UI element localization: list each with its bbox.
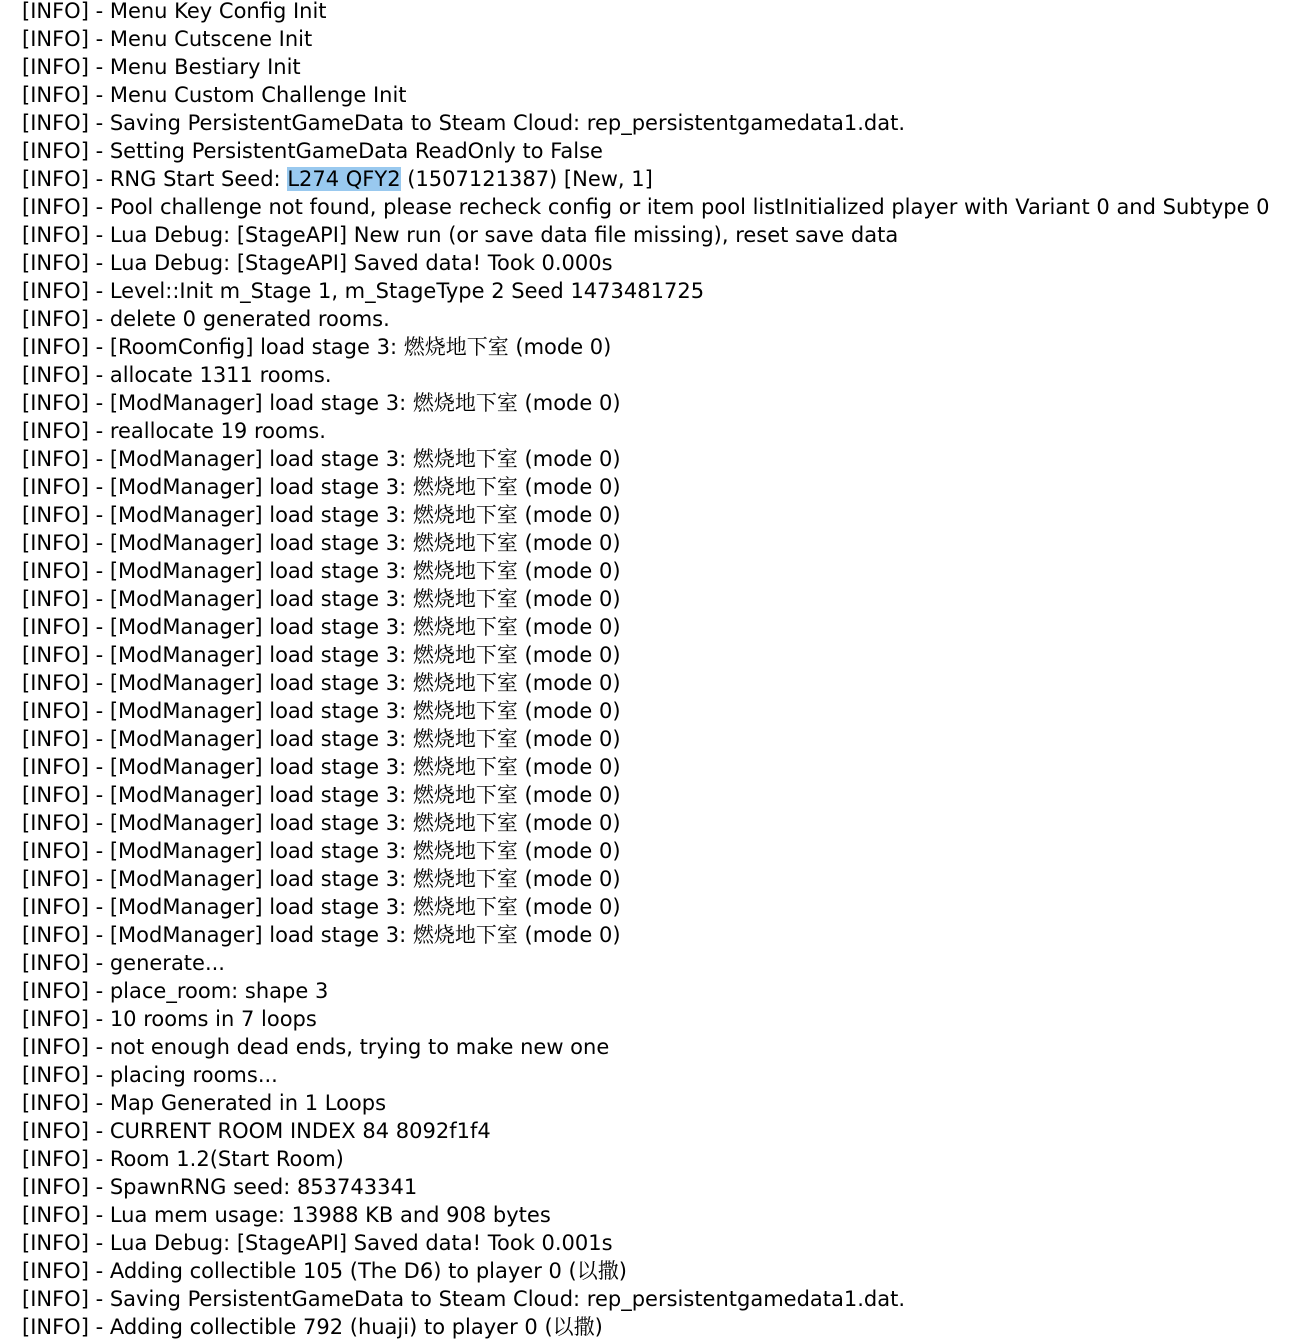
log-lines	[22, 0, 1270, 1341]
log-line[interactable]	[22, 529, 1270, 557]
log-line[interactable]	[22, 921, 1270, 949]
log-line[interactable]	[22, 613, 1270, 641]
log-line-text: [INFO] - SpawnRNG seed: 853743341	[22, 1175, 418, 1199]
log-line-text: [INFO] - place_room: shape 3	[22, 979, 329, 1003]
log-line-text: [INFO] - CURRENT ROOM INDEX 84 8092f1f4	[22, 1119, 491, 1143]
log-line-text: [INFO] - Setting PersistentGameData ReadOnly to False	[22, 139, 603, 163]
log-line[interactable]	[22, 1313, 1270, 1341]
log-line[interactable]	[22, 1285, 1270, 1313]
log-line-text: [INFO] - [ModManager] load stage 3: 燃烧地下室 (mode 0)	[22, 447, 621, 471]
log-line[interactable]	[22, 669, 1270, 697]
log-line[interactable]	[22, 221, 1270, 249]
selected-text[interactable]: L274 QFY2	[287, 167, 401, 191]
log-line-text: [INFO] - [ModManager] load stage 3: 燃烧地下室 (mode 0)	[22, 475, 621, 499]
log-line-text: [INFO] - placing rooms...	[22, 1063, 278, 1087]
log-line[interactable]	[22, 165, 1270, 193]
log-line-text: [INFO] - [ModManager] load stage 3: 燃烧地下室 (mode 0)	[22, 783, 621, 807]
log-line[interactable]	[22, 1257, 1270, 1285]
log-line-text: [INFO] - [ModManager] load stage 3: 燃烧地下室 (mode 0)	[22, 923, 621, 947]
log-line[interactable]	[22, 837, 1270, 865]
log-line[interactable]	[22, 1117, 1270, 1145]
log-line-text: [INFO] - [ModManager] load stage 3: 燃烧地下室 (mode 0)	[22, 643, 621, 667]
log-line-text: [INFO] - [ModManager] load stage 3: 燃烧地下室 (mode 0)	[22, 503, 621, 527]
log-line[interactable]	[22, 193, 1270, 221]
log-line-text: [INFO] - [ModManager] load stage 3: 燃烧地下室 (mode 0)	[22, 755, 621, 779]
log-line[interactable]	[22, 361, 1270, 389]
log-line[interactable]	[22, 557, 1270, 585]
log-line[interactable]	[22, 753, 1270, 781]
log-line-text: [INFO] - Lua mem usage: 13988 KB and 908 bytes	[22, 1203, 551, 1227]
log-line[interactable]	[22, 865, 1270, 893]
log-line-text: [INFO] - [ModManager] load stage 3: 燃烧地下室 (mode 0)	[22, 391, 621, 415]
log-line-text: [INFO] - generate...	[22, 951, 225, 975]
log-line-text: [INFO] - Saving PersistentGameData to Steam Cloud: rep_persistentgamedata1.dat.	[22, 1287, 906, 1311]
log-line[interactable]	[22, 81, 1270, 109]
log-line-text: [INFO] - Adding collectible 105 (The D6) to player 0 (以撒)	[22, 1259, 627, 1283]
log-line-text: [INFO] - [ModManager] load stage 3: 燃烧地下室 (mode 0)	[22, 531, 621, 555]
log-line-text: [INFO] - [ModManager] load stage 3: 燃烧地下室 (mode 0)	[22, 867, 621, 891]
log-line-text: [INFO] - not enough dead ends, trying to make new one	[22, 1035, 610, 1059]
log-line[interactable]	[22, 725, 1270, 753]
log-line[interactable]	[22, 585, 1270, 613]
log-line[interactable]	[22, 1201, 1270, 1229]
log-line[interactable]	[22, 1229, 1270, 1257]
log-line[interactable]	[22, 501, 1270, 529]
log-line-text: [INFO] - delete 0 generated rooms.	[22, 307, 390, 331]
log-line[interactable]	[22, 641, 1270, 669]
log-line[interactable]	[22, 1145, 1270, 1173]
log-line[interactable]	[22, 697, 1270, 725]
log-line-text: [INFO] - [ModManager] load stage 3: 燃烧地下室 (mode 0)	[22, 699, 621, 723]
log-line-text: [INFO] - [ModManager] load stage 3: 燃烧地下室 (mode 0)	[22, 811, 621, 835]
log-line-text: [INFO] - Lua Debug: [StageAPI] New run (or save data file missing), reset save data	[22, 223, 899, 247]
log-line[interactable]	[22, 249, 1270, 277]
log-line[interactable]	[22, 1061, 1270, 1089]
log-line[interactable]	[22, 53, 1270, 81]
log-line-text: [INFO] - Adding collectible 792 (huaji) to player 0 (以撒)	[22, 1315, 603, 1339]
log-line-text: [INFO] - Menu Cutscene Init	[22, 27, 313, 51]
log-line-text: [INFO] - [ModManager] load stage 3: 燃烧地下室 (mode 0)	[22, 615, 621, 639]
log-line[interactable]	[22, 0, 1270, 25]
log-line-text-after-selection: (1507121387) [New, 1]	[400, 167, 653, 191]
log-line[interactable]	[22, 109, 1270, 137]
log-line[interactable]	[22, 445, 1270, 473]
log-line[interactable]	[22, 389, 1270, 417]
log-line-text: [INFO] - Lua Debug: [StageAPI] Saved data! Took 0.001s	[22, 1231, 613, 1255]
log-line-text: [INFO] - Menu Key Config Init	[22, 0, 327, 23]
log-line[interactable]	[22, 417, 1270, 445]
log-line[interactable]	[22, 1173, 1270, 1201]
log-line-text: [INFO] - Lua Debug: [StageAPI] Saved data! Took 0.000s	[22, 251, 613, 275]
log-line[interactable]	[22, 1033, 1270, 1061]
log-line[interactable]	[22, 305, 1270, 333]
log-line-text: [INFO] - [ModManager] load stage 3: 燃烧地下室 (mode 0)	[22, 839, 621, 863]
log-line[interactable]	[22, 977, 1270, 1005]
log-line-text: [INFO] - [ModManager] load stage 3: 燃烧地下室 (mode 0)	[22, 671, 621, 695]
log-line-text: [INFO] - reallocate 19 rooms.	[22, 419, 326, 443]
log-line-text: [INFO] - allocate 1311 rooms.	[22, 363, 332, 387]
log-line[interactable]	[22, 1089, 1270, 1117]
log-line-text: [INFO] - [ModManager] load stage 3: 燃烧地下室 (mode 0)	[22, 587, 621, 611]
log-line[interactable]	[22, 809, 1270, 837]
log-line-text: [INFO] - [ModManager] load stage 3: 燃烧地下室 (mode 0)	[22, 895, 621, 919]
log-line-text-before-selection: [INFO] - RNG Start Seed:	[22, 167, 288, 191]
log-line-text: [INFO] - Menu Bestiary Init	[22, 55, 301, 79]
log-line[interactable]	[22, 781, 1270, 809]
log-line-text: [INFO] - Map Generated in 1 Loops	[22, 1091, 387, 1115]
log-line-text: [INFO] - Saving PersistentGameData to Steam Cloud: rep_persistentgamedata1.dat.	[22, 111, 906, 135]
log-line-text: [INFO] - Menu Custom Challenge Init	[22, 83, 407, 107]
log-line[interactable]	[22, 893, 1270, 921]
log-line[interactable]	[22, 473, 1270, 501]
log-line-text: [INFO] - [ModManager] load stage 3: 燃烧地下室 (mode 0)	[22, 559, 621, 583]
log-line[interactable]	[22, 137, 1270, 165]
log-line-text: [INFO] - 10 rooms in 7 loops	[22, 1007, 317, 1031]
log-line[interactable]	[22, 949, 1270, 977]
log-line[interactable]	[22, 25, 1270, 53]
log-line-text: [INFO] - [ModManager] load stage 3: 燃烧地下室 (mode 0)	[22, 727, 621, 751]
log-line[interactable]	[22, 1005, 1270, 1033]
log-line-text: [INFO] - Level::Init m_Stage 1, m_StageType 2 Seed 1473481725	[22, 279, 705, 303]
log-line-text: [INFO] - [RoomConfig] load stage 3: 燃烧地下室 (mode 0)	[22, 335, 612, 359]
log-line[interactable]	[22, 333, 1270, 361]
log-line-text: [INFO] - Room 1.2(Start Room)	[22, 1147, 344, 1171]
log-line[interactable]	[22, 277, 1270, 305]
log-line-text: [INFO] - Pool challenge not found, please recheck config or item pool listInitialized player with Variant 0 and Subtype 0	[22, 195, 1270, 219]
